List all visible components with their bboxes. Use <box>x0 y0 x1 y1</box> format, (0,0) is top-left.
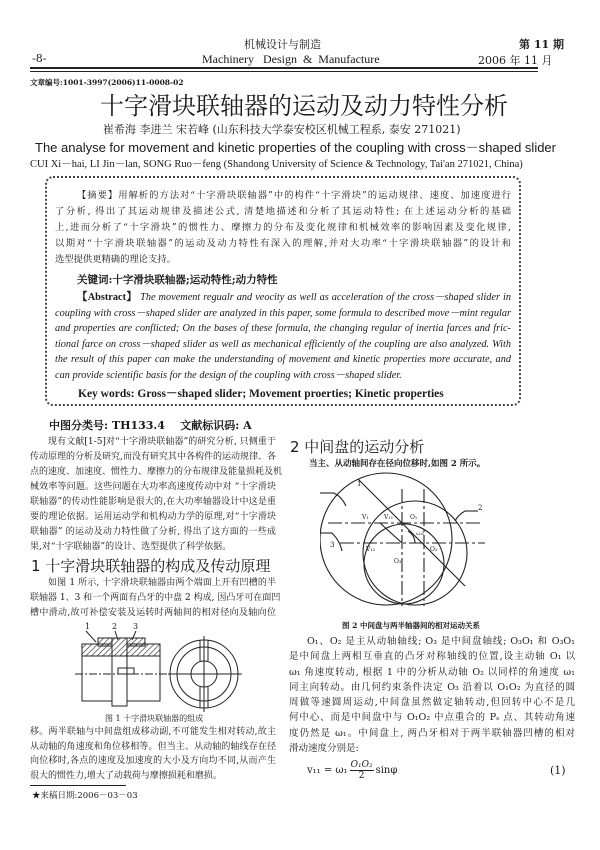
page-number: -8- <box>32 52 47 65</box>
text-line: 同主向转动。由几何约束条件决定 O₃ 沿着以 O₁O₂ 为直径的圆 <box>289 681 575 693</box>
formula-numerator: O₁O₂ <box>350 760 373 770</box>
section1-paragraph <box>30 576 281 621</box>
text-line: 滑动速度分别是: <box>289 743 359 755</box>
text-line: 联轴器”的传动性能影响是很大的,在大功率轴器设计中这是重 <box>30 497 276 507</box>
intro-paragraph <box>30 435 283 555</box>
abstract-text: The movement regualr and veocity as well as acceleration of the cross－shaped slider in <box>140 292 511 303</box>
equation-number: (1) <box>550 764 566 777</box>
text-line: 度仍然是 ω₁。中间盘上, 两凸牙相对于两半联轴器凹槽的相对 <box>289 727 575 739</box>
fig2-label-1: 1 <box>357 480 362 488</box>
text-line: 联轴器” 的运动及动力特性做了分析, 得出了这方面的一些成 <box>30 527 276 537</box>
text-line: 果,对“十字联轴器”的设计、选型提供了科学依据。 <box>30 542 232 552</box>
text-line: 选型提供更精确的理论支持。 <box>55 254 176 265</box>
formula-rhs: sinφ <box>375 765 398 776</box>
fig1-label-1: 1 <box>85 622 91 631</box>
text-line: 以期对“十字滑块联轴器”的运动及动力特性有深入的理解,并对大功率“十字滑块联轴器”的设计和 <box>55 238 511 249</box>
text-line: 点的速度、加速度、惯性力、摩擦力的分布规律及能量损耗及机 <box>30 467 283 477</box>
fig2-v1: V₁ <box>362 514 369 521</box>
text-line: 现有文献[1-5]对“十字滑块联轴器”的研究分析, 只侧重于 <box>48 437 276 447</box>
equation-1 <box>307 760 397 781</box>
text-line: 联轴器 1、3 和一个两面有凸牙的中盘 2 构成, 因凸牙可在面凹 <box>30 593 281 603</box>
figure2-drawing <box>320 471 490 606</box>
formula-denominator: 2 <box>358 771 365 781</box>
text-line: 上,进而分析了“十字滑块”的惯性力、摩擦力的分布及变化规律和机械效率的影响因素及变化规律, <box>55 222 511 233</box>
text-line: ω₁ 角速度转动, 根据 1 中的分析从动轴 O₂ 以同样的角速度 ω₁ <box>289 666 575 678</box>
fig1-caption: 图 1 十字滑块联轴器的组成 <box>105 714 204 723</box>
keywords-en: Key words: Gross－shaped slider; Movement proerties; Kinetic properties <box>78 388 444 400</box>
formula-fraction <box>350 760 374 781</box>
text-line: 从动轴的角速度和角位移相等。但当主、从动轴的轴线存在径 <box>30 741 276 752</box>
abstract-label: 【Abstract】 <box>77 292 138 303</box>
text-line: 【摘要】用解析的方法对“十字滑块联轴器”中的构件“十字滑块”的运动规律、速度、加速度进行 <box>77 190 511 201</box>
section1-paragraph-cont <box>30 725 276 783</box>
text-line: 何中心、而是中间盘中与 O₁O₂ 中点重合的 Pₛ 点、其转动角速 <box>289 712 575 724</box>
footnote-rule <box>30 785 126 786</box>
fig2-label-3: 3 <box>330 541 335 549</box>
fig2-v11: V₁₁ <box>384 514 394 521</box>
section2-intro: 当主、从动轴间存在径向位移时,如图 2 所示。 <box>309 459 486 469</box>
authors-cn: 崔希海 李进兰 宋若峰 (山东科技大学泰安校区机械工程系, 泰安 271021) <box>103 123 461 136</box>
text-line: 移。两半联轴与中间盘组成移动副,不可能发生相对转动,故主 <box>30 727 276 737</box>
text-line: 械效率等问题。这些问题在大功率高速度传动中对 “十字滑块 <box>30 482 276 492</box>
text-line <box>55 290 511 306</box>
text-line: coupling with cross－shaped slider are analyzed in this paper, some formula to described move－mint regular <box>55 307 511 319</box>
title-cn: 十字滑块联轴器的运动及动力特性分析 <box>100 92 508 120</box>
header-rule <box>30 67 538 69</box>
abstract-cn <box>55 188 511 268</box>
authors-en: CUI Xi－hai, LI Jin－lan, SONG Ruo－feng (Shandong University of Science & Technology, Tai'an 271021, China) <box>30 159 523 170</box>
text-line: and properties are conflicted; On the bases of these formula, the changing regular of inertia farces and fric- <box>55 323 511 334</box>
text-line: O₁、O₂ 是主从动轴轴线; O₃ 是中间盘轴线; O₃O₁ 和 O₃O₁ <box>307 636 575 647</box>
formula-lhs: v₁₁ = ω₁ <box>307 765 348 776</box>
text-line: 很大的惯性力,增大了动载荷与摩擦损耗和磨损。 <box>30 770 222 781</box>
fig1-label-3: 3 <box>133 622 139 631</box>
fig2-o2: O₂ <box>430 546 438 553</box>
fig2-label-2: 2 <box>478 504 483 512</box>
fig2-v12: V₁₂ <box>366 546 376 553</box>
text-line: 如图 1 所示, 十字滑块联轴器由两个端面上开有凹槽的半 <box>48 578 276 588</box>
footnote: ★来稿日期:2006－03－03 <box>32 791 138 801</box>
fig2-o1: O₁ <box>410 514 418 521</box>
fig2-caption: 图 2 中间盘与两半轴器间的相对运动关系 <box>342 621 480 630</box>
keywords-cn: 关键词:十字滑块联轴器;运动特性;动力特性 <box>77 274 278 286</box>
journal-title-cn: 机械设计与制造 <box>244 38 321 51</box>
text-line: 向位移时,各点的速度及加速度的大小及方向均不同,从而产生 <box>30 756 276 766</box>
fig1-label-2: 2 <box>112 622 118 631</box>
text-line: 槽中滑动,故可补偿安装及运转时两轴间的相对径向及轴向位 <box>30 608 276 618</box>
fig2-o3: O₃ <box>394 558 402 565</box>
text-line: 要的理论依据。运用运动学和机构动力学的原理,对“十字滑块 <box>30 512 276 522</box>
issue-number: 第 11 期 <box>519 38 564 51</box>
article-id: 文章编号:1001-3997(2006)11-0008-02 <box>30 78 184 87</box>
text-line: can provide scientific basis for the design of the coupling with cross－shaped slider. <box>55 369 402 381</box>
text-line: the result of this paper can make the understanding of movement and kinetic properties more accurate, and <box>55 354 511 365</box>
text-line: 是中间盘上两相互垂直的凸牙对称轴线的位置,设主动轴 O₁ 以 <box>289 651 575 663</box>
section2-title: 2 中间盘的运动分析 <box>290 438 425 456</box>
journal-title-en: Machinery Design & Manufacture <box>202 52 380 66</box>
text-line: 传动原理的分析及研究,而没有研究其中各构件的运动规律、各 <box>30 452 276 462</box>
section1-title: 1 十字滑块联轴器的构成及传动原理 <box>31 557 271 575</box>
classification: 中图分类号: TH133.4 文献标识码: A <box>49 419 252 432</box>
figure1-drawing <box>70 628 250 714</box>
title-en: The analyse for movement and kinetic properties of the coupling with cross－shaped slider <box>35 140 556 155</box>
text-line: 了分析, 得出了其运动规律及描述公式, 清楚地描述和分析了其运动特性; 在上述运动分析的基础 <box>55 206 511 217</box>
header-rule-thin <box>30 71 538 72</box>
fig2-omega: ω₁t <box>416 531 425 537</box>
text-line: 周做等速圆周运动,中间盘虽然做定轴转动,但回转中心不是几 <box>289 697 575 709</box>
issue-date: 2006 年 11 月 <box>478 54 553 67</box>
section2-paragraph <box>289 634 575 756</box>
abstract-en <box>55 290 511 383</box>
text-line: tional farce on cross－shaped slider as well as mechanical efficiently of the coupling are also analyzed. With <box>55 338 511 350</box>
